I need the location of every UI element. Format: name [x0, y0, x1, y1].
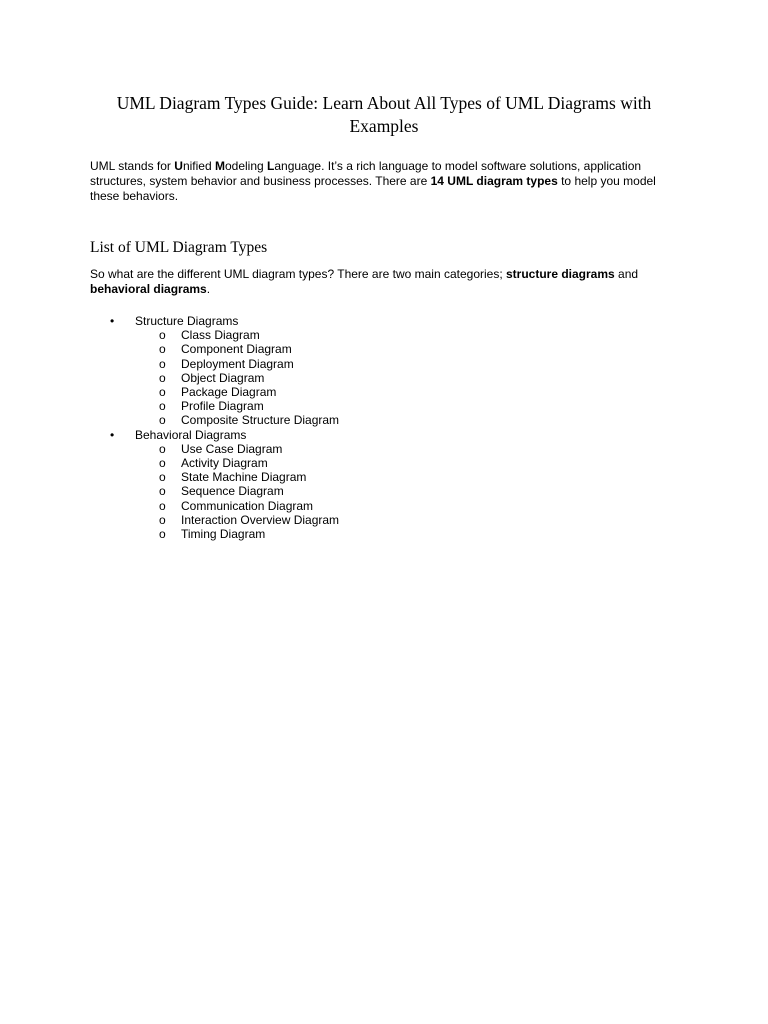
- section-heading: List of UML Diagram Types: [90, 239, 268, 256]
- list-item: [135, 470, 690, 484]
- intro-text-2: nified: [182, 159, 215, 173]
- list-item-label: Activity Diagram: [181, 456, 268, 471]
- sub-marker: o: [159, 356, 166, 371]
- list-item: [135, 357, 690, 371]
- list-item: [135, 484, 690, 498]
- sub-list: [135, 442, 690, 541]
- intro-bold-count: 14 UML diagram types: [430, 174, 558, 188]
- document-title: UML Diagram Types Guide: Learn About All Types of UML Diagrams with Examples: [116, 93, 652, 136]
- sub-marker: o: [159, 512, 166, 527]
- list-item: [135, 513, 690, 527]
- list-item: [135, 342, 690, 356]
- list-item: [135, 328, 690, 342]
- list-item-label: Package Diagram: [181, 385, 277, 400]
- list-item-label: State Machine Diagram: [181, 470, 307, 485]
- group-label: Behavioral Diagrams: [135, 427, 247, 442]
- categories-text-3: .: [206, 282, 211, 296]
- sub-marker: o: [159, 484, 166, 499]
- sub-marker: o: [159, 399, 166, 414]
- intro-text-5: to help you model these behaviors.: [90, 174, 656, 203]
- list-item: [135, 499, 690, 513]
- sub-marker: o: [159, 498, 166, 513]
- list-item-label: Interaction Overview Diagram: [181, 512, 340, 527]
- list-group-structure: [90, 314, 690, 428]
- sub-list: [135, 328, 690, 427]
- list-item-label: Sequence Diagram: [181, 484, 284, 499]
- list-group-behavioral: [90, 428, 690, 542]
- intro-paragraph: [90, 159, 680, 204]
- sub-marker: o: [159, 456, 166, 471]
- categories-bold-behavioral: behavioral diagrams: [90, 282, 207, 296]
- list-item: [135, 399, 690, 413]
- diagram-types-list: [90, 314, 690, 541]
- list-item-label: Object Diagram: [181, 370, 265, 385]
- categories-text-2: and: [614, 267, 639, 281]
- intro-letter-u: U: [174, 159, 183, 173]
- list-item: [135, 527, 690, 541]
- list-item: [135, 371, 690, 385]
- intro-text-1: UML stands for: [90, 159, 175, 173]
- list-item: [135, 456, 690, 470]
- list-item-label: Component Diagram: [181, 342, 292, 357]
- intro-text-3: odeling: [224, 159, 268, 173]
- sub-marker: o: [159, 470, 166, 485]
- list-item-label: Composite Structure Diagram: [181, 413, 340, 428]
- bullet-marker: •: [110, 314, 115, 328]
- group-label: Structure Diagrams: [135, 314, 239, 328]
- list-item: [135, 413, 690, 427]
- sub-marker: o: [159, 441, 166, 456]
- intro-letter-l: L: [267, 159, 275, 173]
- sub-marker: o: [159, 527, 166, 542]
- intro-letter-m: M: [214, 159, 225, 173]
- categories-text-1: So what are the different UML diagram types? There are two main categories;: [90, 267, 506, 281]
- list-item-label: Profile Diagram: [181, 399, 264, 414]
- intro-text-4: anguage. It’s a rich language to model software solutions, application structures, system behavior and business processes. There are: [90, 159, 642, 188]
- list-item-label: Deployment Diagram: [181, 356, 294, 371]
- list-item-label: Class Diagram: [181, 328, 260, 343]
- list-item: [135, 385, 690, 399]
- list-item-label: Timing Diagram: [181, 527, 266, 542]
- categories-bold-structure: structure diagrams: [506, 267, 615, 281]
- sub-marker: o: [159, 342, 166, 357]
- sub-marker: o: [159, 385, 166, 400]
- sub-marker: o: [159, 328, 166, 343]
- list-item: [135, 442, 690, 456]
- list-item-label: Use Case Diagram: [181, 441, 283, 456]
- sub-marker: o: [159, 370, 166, 385]
- categories-paragraph: [90, 267, 680, 297]
- sub-marker: o: [159, 413, 166, 428]
- list-item-label: Communication Diagram: [181, 498, 314, 513]
- bullet-marker: •: [110, 427, 115, 442]
